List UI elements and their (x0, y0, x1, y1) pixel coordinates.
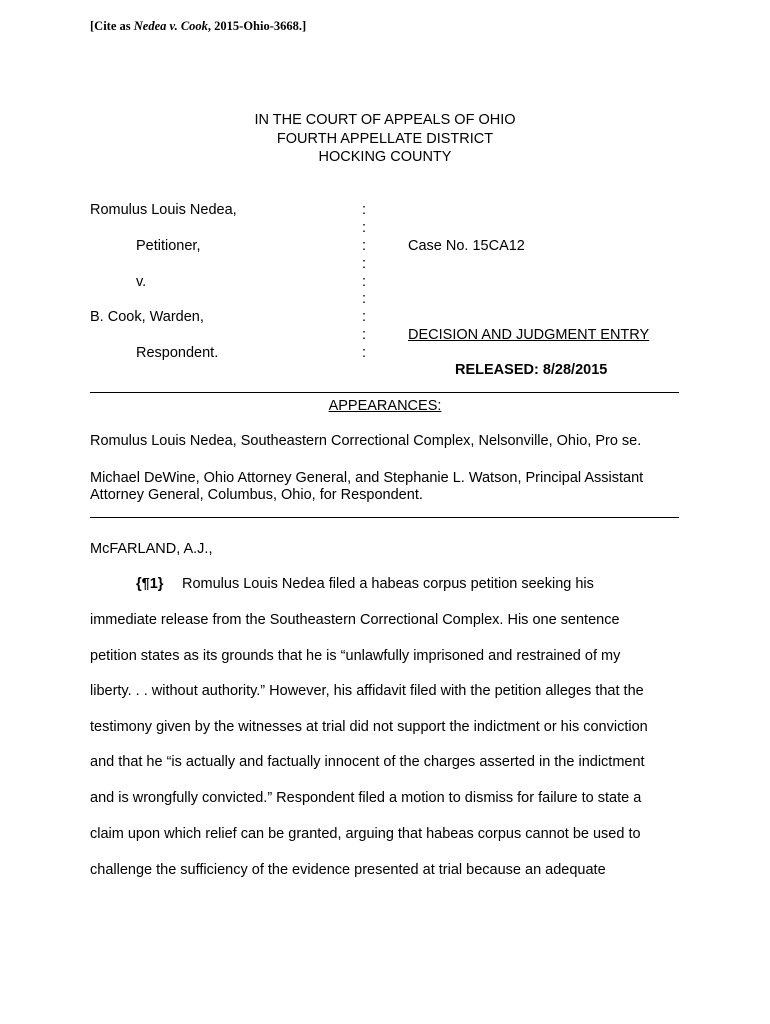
caption-colon: : (362, 345, 367, 361)
opinion-line: testimony given by the witnesses at trial did not support the indictment or his conviction (90, 719, 648, 735)
versus-label: v. (136, 274, 147, 290)
caption-colon: : (362, 274, 367, 290)
court-district: FOURTH APPELLATE DISTRICT (276, 130, 494, 147)
citation-suffix: , 2015-Ohio-3668.] (207, 19, 307, 33)
petitioner-name: Romulus Louis Nedea, (90, 202, 237, 218)
case-number: Case No. 15CA12 (408, 238, 525, 254)
appearances-heading: APPEARANCES: (328, 398, 442, 414)
respondent-name: B. Cook, Warden, (90, 309, 204, 325)
citation-prefix: [Cite as (90, 19, 134, 33)
court-heading (0, 111, 770, 167)
opinion-line: claim upon which relief can be granted, arguing that habeas corpus cannot be used to (90, 826, 641, 842)
appearance-respondent-line2: Attorney General, Columbus, Ohio, for Respondent. (90, 487, 423, 503)
divider-line (90, 392, 679, 393)
court-name: IN THE COURT OF APPEALS OF OHIO (254, 112, 516, 128)
opinion-line: liberty. . . without authority.” However, his affidavit filed with the petition alleges that the (90, 683, 644, 699)
opinion-line: immediate release from the Southeastern Correctional Complex. His one sentence (90, 612, 620, 628)
paragraph-marker: {¶1} (136, 576, 164, 592)
divider-line (90, 517, 679, 518)
respondent-role: Respondent. (136, 345, 219, 361)
caption-colon: : (362, 238, 367, 254)
petitioner-role: Petitioner, (136, 238, 201, 254)
opinion-line: Romulus Louis Nedea filed a habeas corpus petition seeking his (182, 576, 594, 592)
opinion-line: petition states as its grounds that he is “unlawfully imprisoned and restrained of my (90, 648, 621, 664)
caption-colon: : (362, 202, 367, 218)
caption-colon: : (362, 327, 367, 343)
opinion-line: and is wrongfully convicted.” Respondent filed a motion to dismiss for failure to state a (90, 790, 642, 806)
opinion-author: McFARLAND, A.J., (90, 541, 213, 557)
citation-case-name: Nedea v. Cook (133, 19, 208, 33)
citation-header (90, 19, 306, 34)
opinion-line: challenge the sufficiency of the evidence presented at trial because an adequate (90, 862, 606, 878)
opinion-line: and that he “is actually and factually innocent of the charges asserted in the indictment (90, 754, 645, 770)
caption-colon: : (362, 309, 367, 325)
caption-colon: : (362, 291, 367, 307)
court-county: HOCKING COUNTY (318, 149, 452, 165)
appearance-petitioner: Romulus Louis Nedea, Southeastern Correctional Complex, Nelsonville, Ohio, Pro se. (90, 433, 642, 449)
release-date: RELEASED: 8/28/2015 (455, 362, 608, 378)
caption-colon: : (362, 220, 367, 236)
appearance-respondent-line1: Michael DeWine, Ohio Attorney General, and Stephanie L. Watson, Principal Assistant (90, 470, 644, 486)
caption-colon: : (362, 256, 367, 272)
entry-title: DECISION AND JUDGMENT ENTRY (408, 327, 650, 343)
